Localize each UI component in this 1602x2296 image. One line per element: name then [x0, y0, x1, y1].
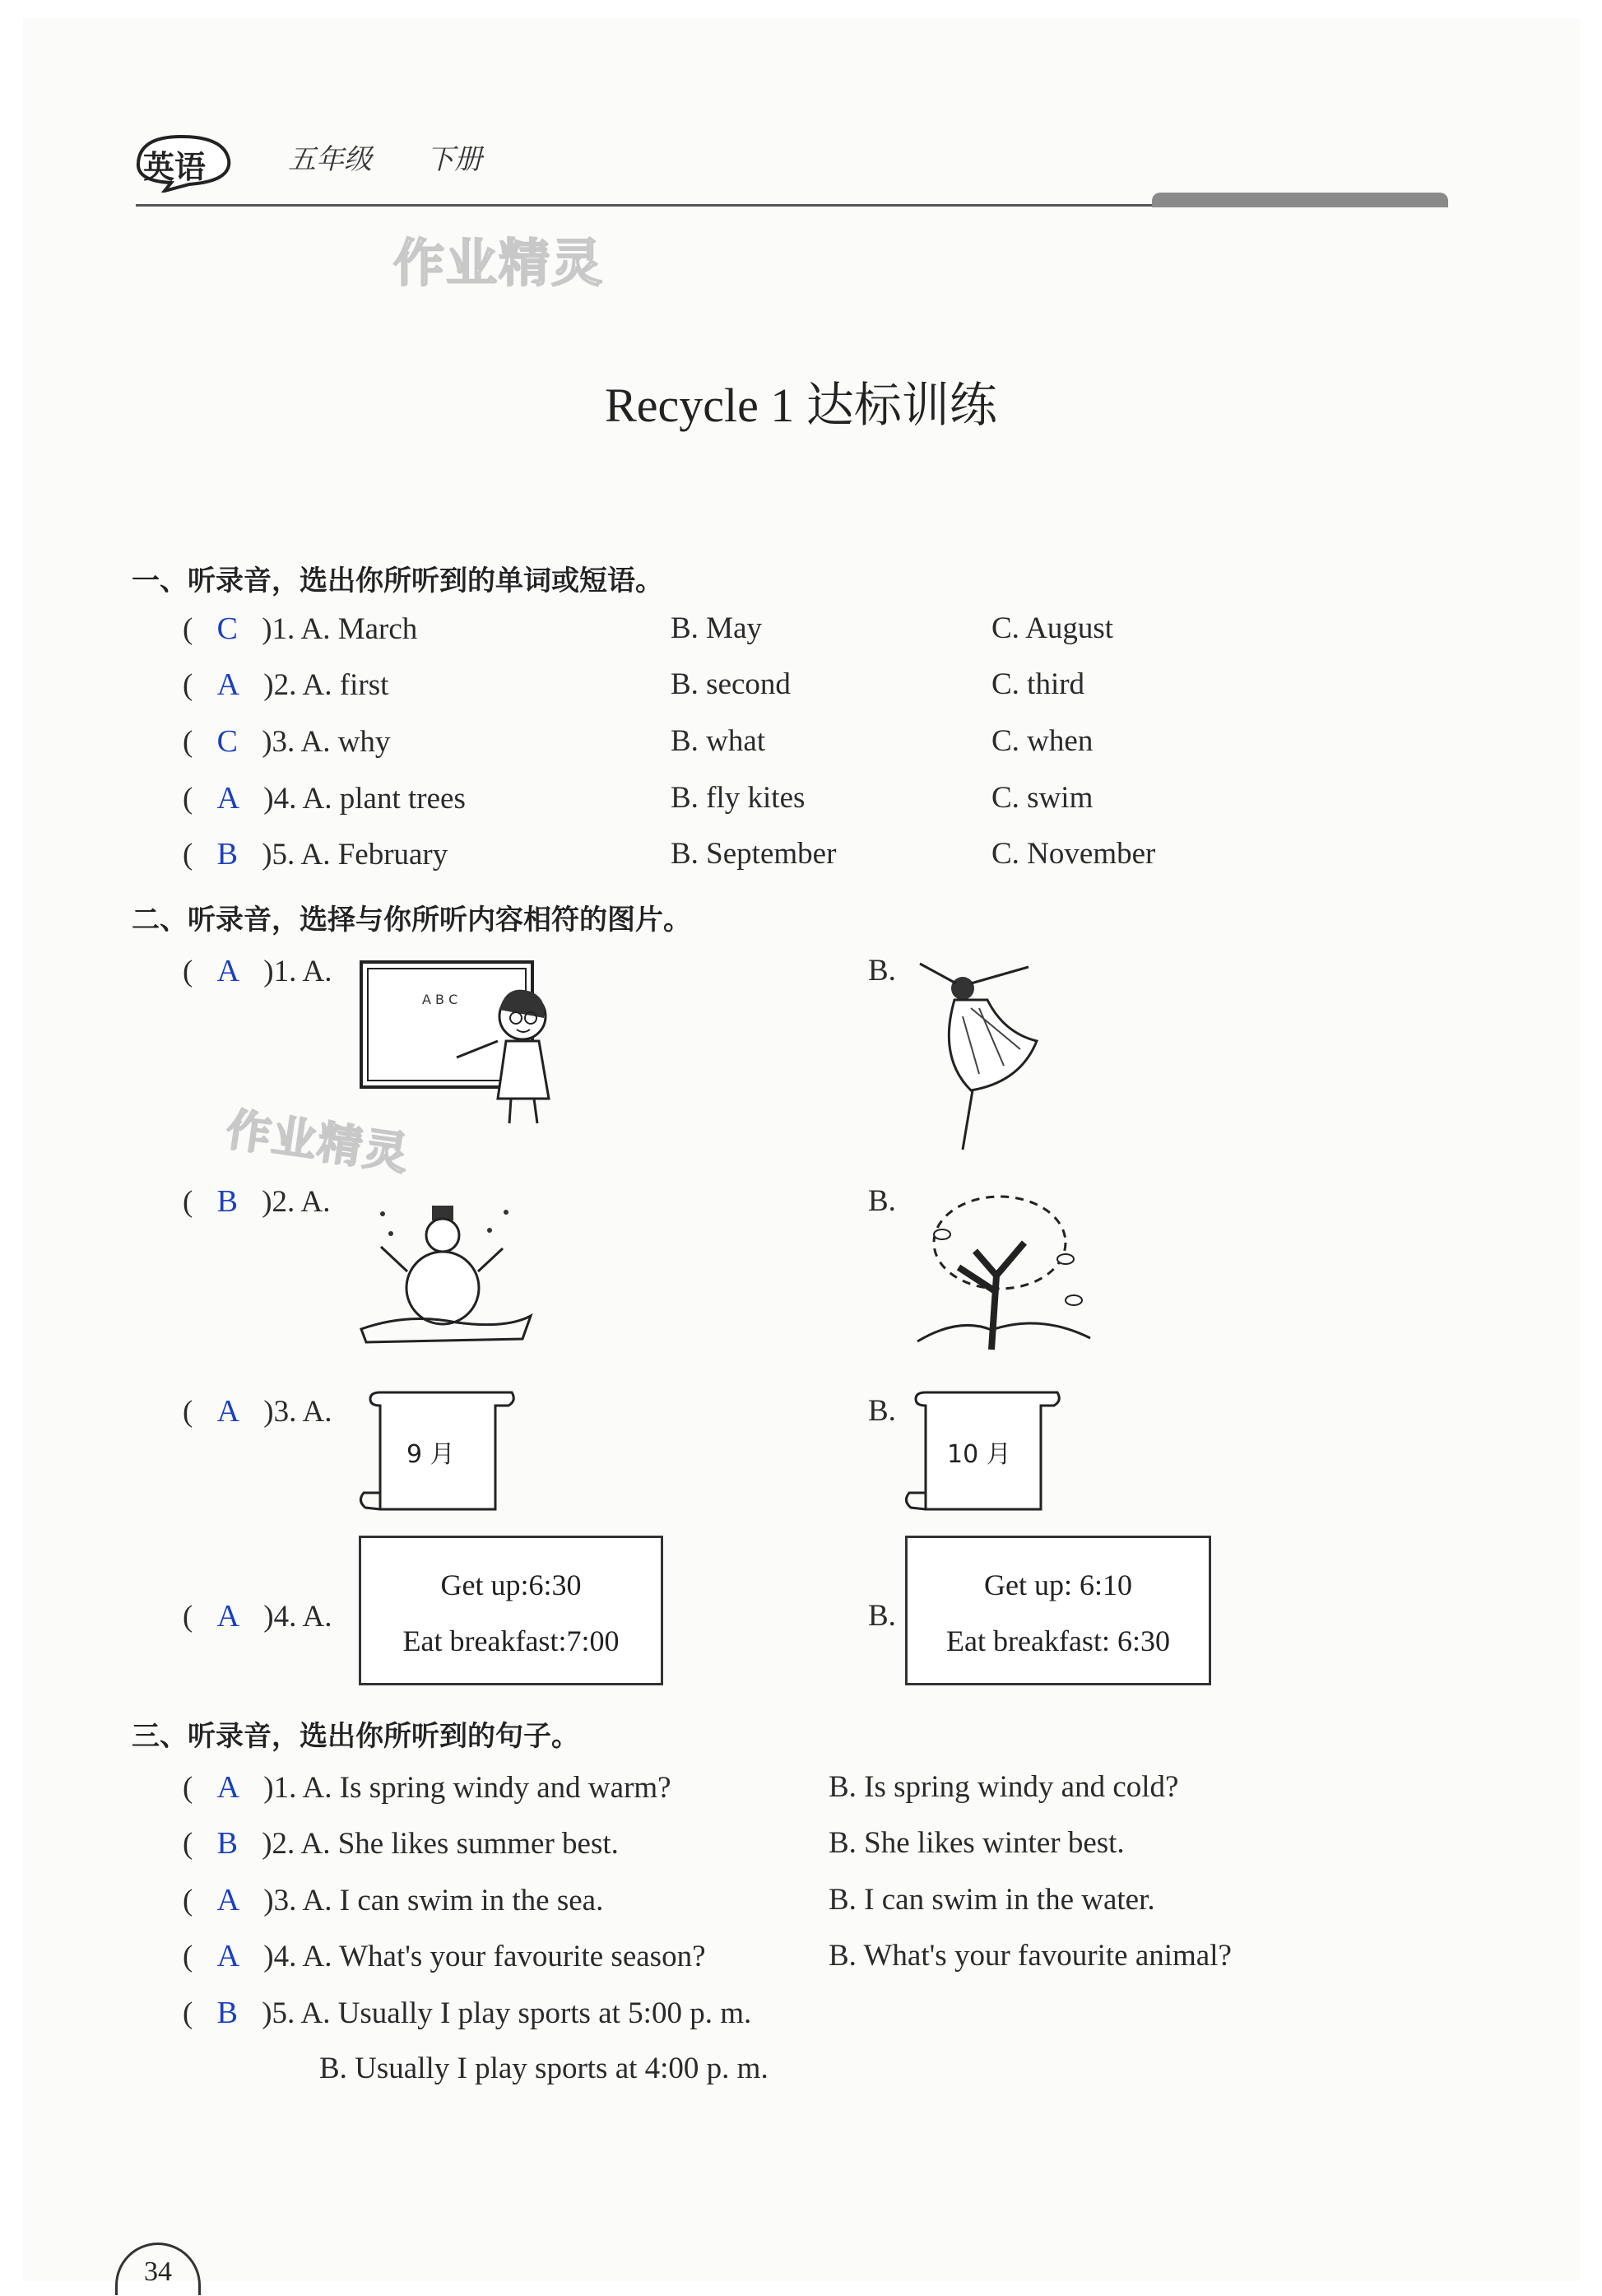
s2-q1: ( A )1. A. — [183, 954, 332, 988]
s2-q1-answer: A — [216, 954, 240, 988]
s2-q2-b: B. — [868, 1184, 896, 1218]
s1-q1-c: C. August — [991, 611, 1114, 645]
s3-q5-answer: B — [216, 1996, 238, 2030]
s2-q1-b: B. — [868, 954, 896, 988]
schedule-a-line2: Eat breakfast:7:00 — [402, 1624, 620, 1657]
s1-q1: ( C )1. A. March — [183, 611, 418, 646]
subject-logo-text: 英语 — [143, 149, 207, 185]
s1-q1-a: )1. A. March — [262, 612, 418, 646]
calendar-scroll-b — [901, 1389, 1061, 1513]
s2-q3: ( A )3. A. — [183, 1394, 332, 1429]
section2-heading: 二、听录音，选择与你所听内容相符的图片。 — [132, 904, 691, 937]
s2-q2-a: )2. A. — [262, 1185, 331, 1219]
s2-q4-answer: A — [216, 1599, 240, 1634]
schedule-b-line2: Eat breakfast: 6:30 — [946, 1624, 1170, 1657]
s3-q2: ( B )2. A. She likes summer best. — [183, 1826, 619, 1861]
s1-q4-c: C. swim — [991, 781, 1094, 815]
subject-logo — [132, 130, 239, 193]
s2-q3-answer: A — [216, 1394, 240, 1429]
s3-q5: ( B )5. A. Usually I play sports at 5:00 p. m. — [183, 1996, 752, 2030]
watermark-top: 作业精灵 — [393, 233, 605, 293]
snowman-picture — [358, 1197, 535, 1346]
s2-q2: ( B )2. A. — [183, 1184, 331, 1219]
s3-q2-a: )2. A. She likes summer best. — [262, 1827, 619, 1861]
s1-q2-answer: A — [216, 667, 240, 702]
s2-q4-b: B. — [868, 1599, 896, 1633]
volume-label: 下册 — [426, 143, 482, 176]
s2-q3-b: B. — [868, 1394, 896, 1428]
s3-q4-a: )4. A. What's your favourite season? — [263, 1940, 706, 1973]
s2-q4-a: )4. A. — [263, 1600, 332, 1634]
s1-q2-c: C. third — [991, 667, 1085, 701]
s3-q4: ( A )4. A. What's your favourite season? — [183, 1939, 706, 1973]
s3-q4-answer: A — [216, 1939, 240, 1973]
s1-q5-b: B. September — [671, 837, 837, 871]
s1-q4-b: B. fly kites — [671, 781, 806, 815]
s3-q3: ( A )3. A. I can swim in the sea. — [183, 1883, 604, 1917]
s3-q1-b: B. Is spring windy and cold? — [829, 1770, 1179, 1804]
scroll-b-text: 10 月 — [947, 1440, 1011, 1469]
s1-q3-answer: C — [216, 724, 238, 759]
s1-q3-c: C. when — [991, 724, 1094, 758]
s3-q1: ( A )1. A. Is spring windy and warm? — [183, 1770, 671, 1805]
s1-q4-answer: A — [216, 781, 240, 816]
s1-q5-a: )5. A. February — [262, 838, 448, 871]
schedule-a-line1: Get up:6:30 — [440, 1569, 582, 1601]
schedule-box-b — [905, 1536, 1211, 1685]
s3-q3-a: )3. A. I can swim in the sea. — [263, 1884, 604, 1917]
grade-label: 五年级 — [288, 143, 372, 176]
autumn-tree-picture — [909, 1185, 1098, 1354]
watermark-middle: 作业精灵 — [223, 1103, 413, 1181]
calendar-scroll-a — [355, 1389, 516, 1513]
page-title: Recycle 1 达标训练 — [605, 379, 997, 432]
s1-q5: ( B )5. A. February — [183, 837, 448, 871]
s3-q1-a: )1. A. Is spring windy and warm? — [263, 1771, 671, 1805]
s3-q2-answer: B — [216, 1826, 238, 1861]
s3-q3-b: B. I can swim in the water. — [829, 1883, 1155, 1917]
s3-q5-a: )5. A. Usually I play sports at 5:00 p. m. — [262, 1996, 752, 2030]
s1-q2-a: )2. A. first — [263, 668, 389, 702]
schedule-box-a — [359, 1536, 663, 1685]
s2-q2-answer: B — [216, 1184, 238, 1219]
dancer-picture — [905, 959, 1045, 1156]
s1-q3-b: B. what — [671, 724, 766, 758]
header-bar — [1152, 193, 1448, 207]
s1-q2: ( A )2. A. first — [183, 667, 389, 702]
scroll-a-text: 9 月 — [406, 1440, 455, 1469]
s1-q1-answer: C — [216, 611, 238, 646]
section1-heading: 一、听录音，选出你所听到的单词或短语。 — [132, 565, 663, 597]
s3-q4-b: B. What's your favourite animal? — [829, 1939, 1232, 1973]
s1-q5-answer: B — [216, 837, 238, 871]
s2-q1-a: )1. A. — [263, 955, 332, 988]
s3-q3-answer: A — [216, 1883, 240, 1917]
s3-q5-b: B. Usually I play sports at 4:00 p. m. — [319, 2052, 768, 2085]
blackboard-text: A B C — [422, 992, 458, 1007]
s1-q3: ( C )3. A. why — [183, 724, 391, 759]
s3-q1-answer: A — [216, 1770, 240, 1805]
page-number: 34 — [144, 2256, 172, 2287]
s2-q4: ( A )4. A. — [183, 1599, 332, 1634]
schedule-b-line1: Get up: 6:10 — [984, 1569, 1132, 1601]
section3-heading: 三、听录音，选出你所听到的句子。 — [132, 1720, 579, 1753]
s1-q1-b: B. May — [671, 611, 762, 645]
s1-q4: ( A )4. A. plant trees — [183, 781, 466, 816]
s3-q2-b: B. She likes winter best. — [829, 1826, 1125, 1860]
s1-q2-b: B. second — [671, 667, 791, 701]
teacher-blackboard-picture — [358, 959, 572, 1132]
s2-q3-a: )3. A. — [263, 1395, 332, 1429]
s1-q5-c: C. November — [991, 837, 1156, 871]
s1-q3-a: )3. A. why — [262, 725, 391, 759]
s1-q4-a: )4. A. plant trees — [263, 782, 466, 816]
